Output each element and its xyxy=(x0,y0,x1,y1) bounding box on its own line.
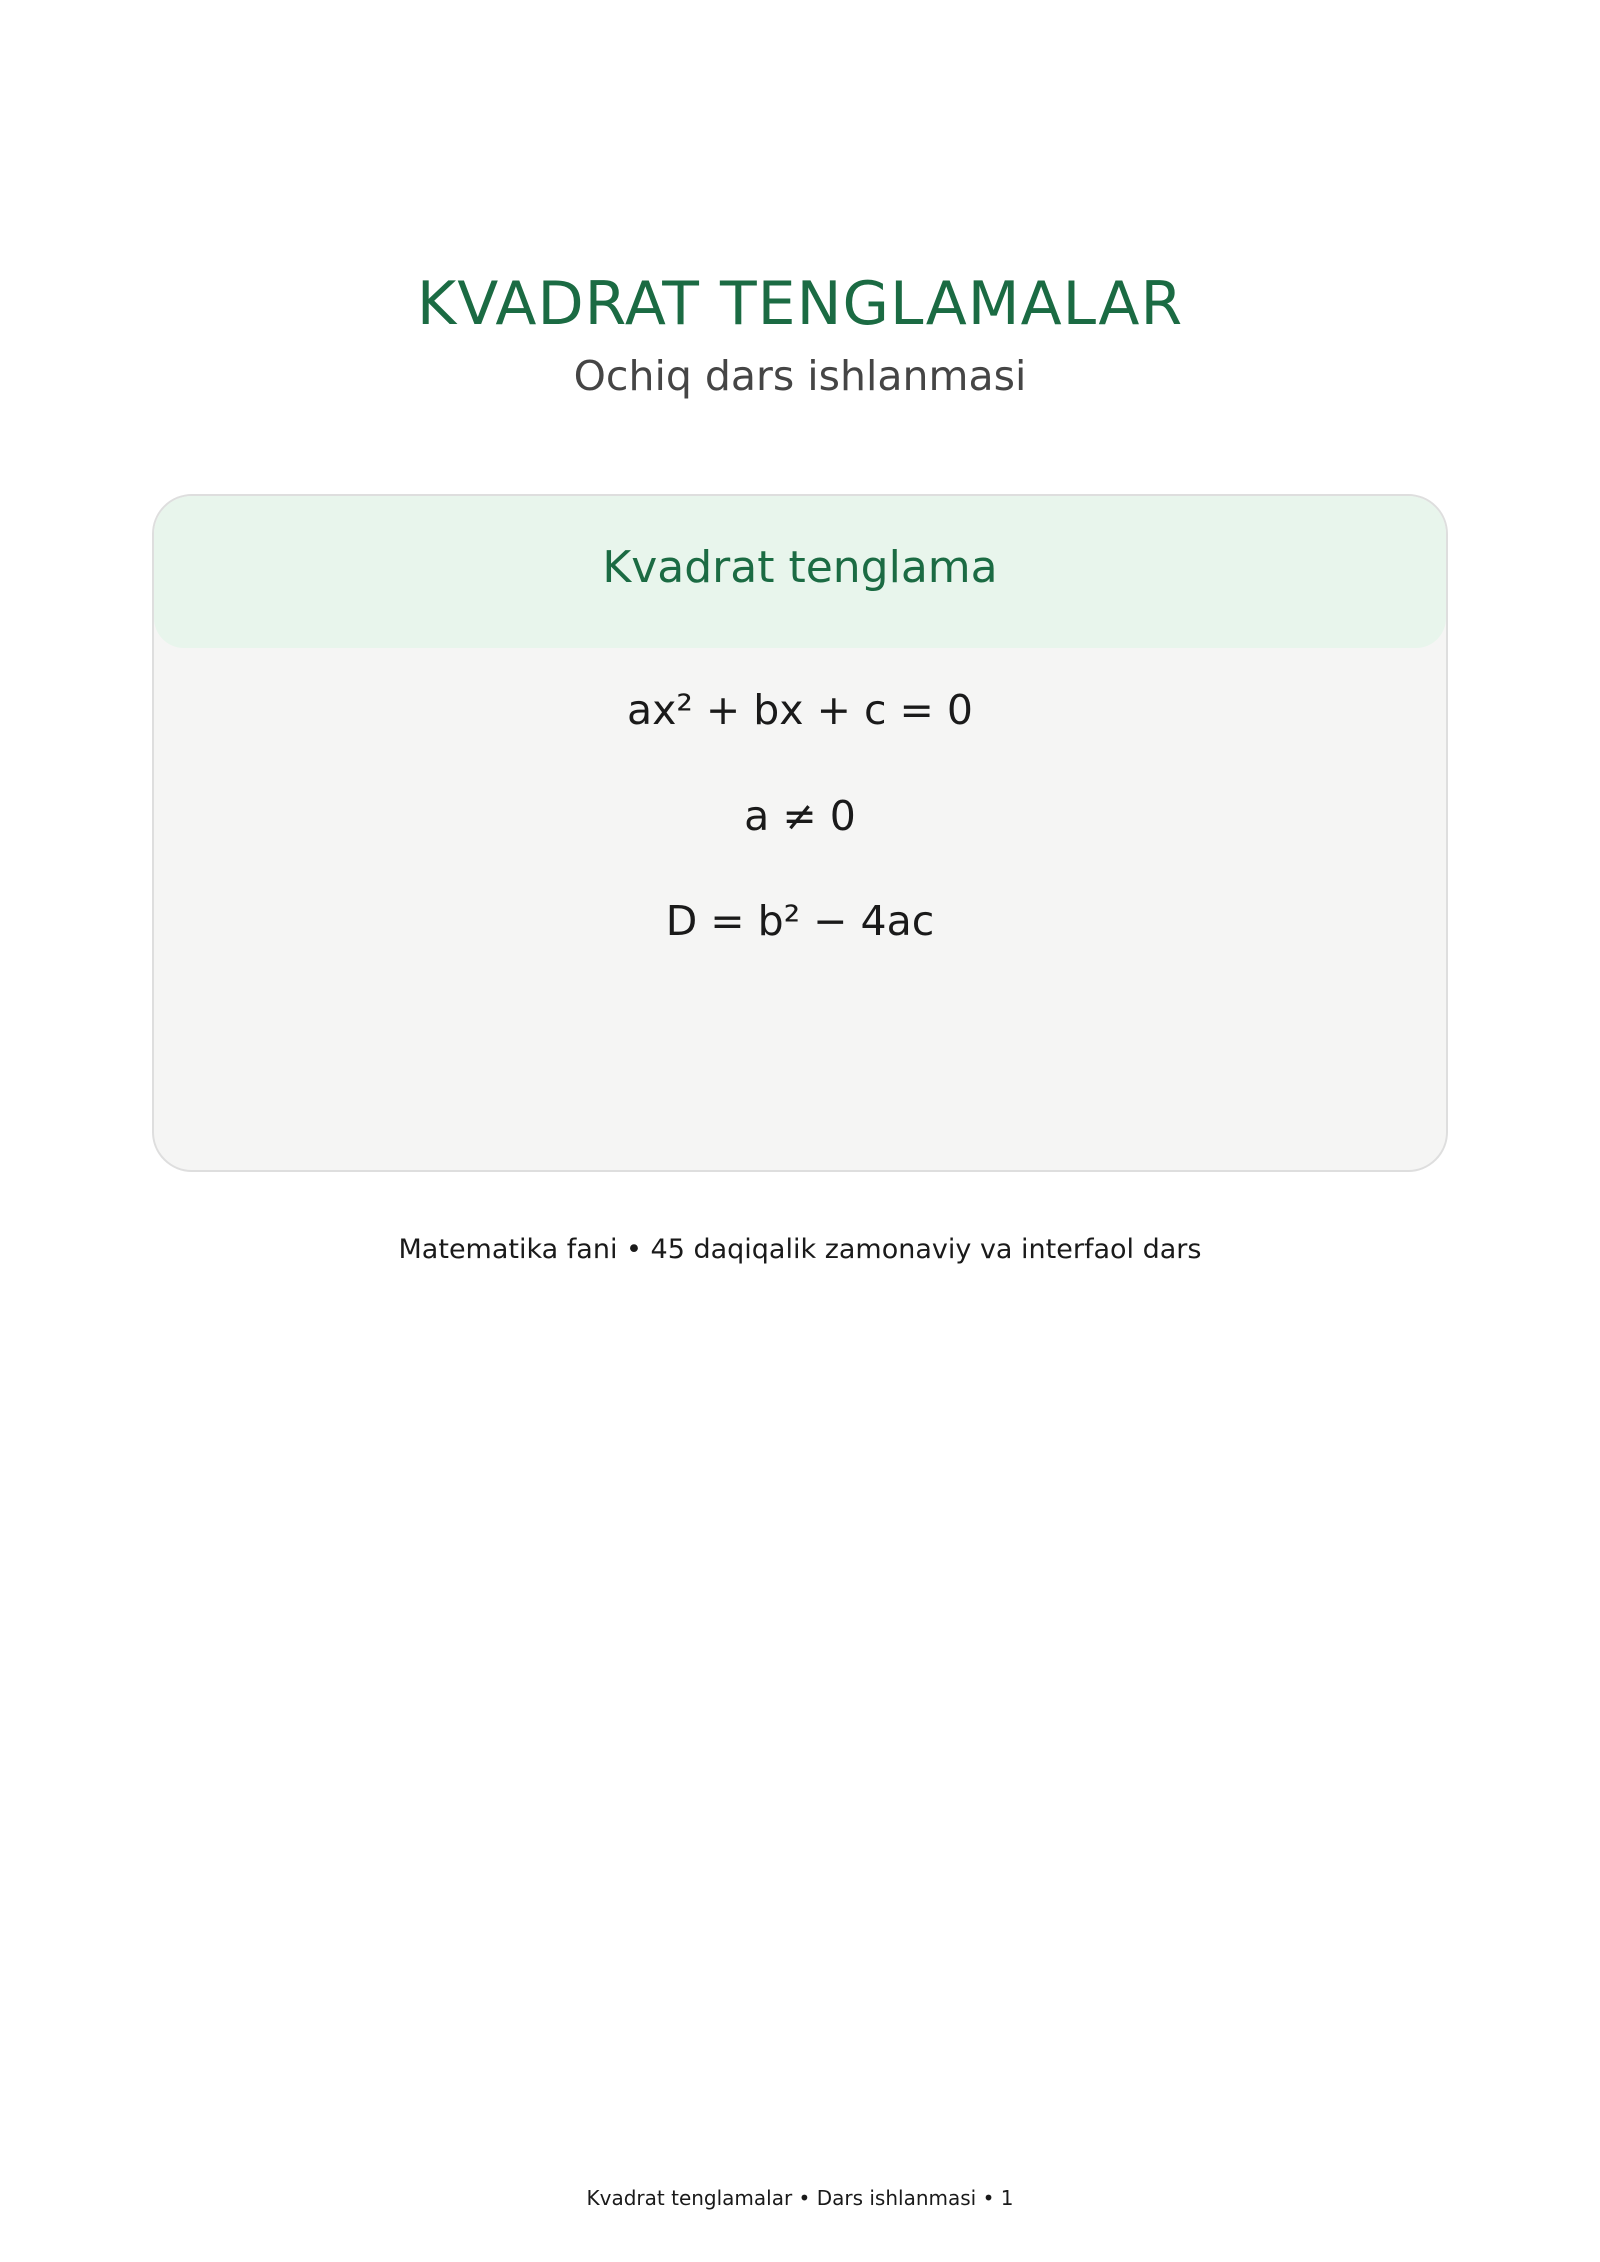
page-title: KVADRAT TENGLAMALAR xyxy=(416,269,1184,339)
lesson-caption: Matematika fani • 45 daqiqalik zamonaviy va interfaol dars xyxy=(398,1234,1202,1265)
page-footer: Kvadrat tenglamalar • Dars ishlanmasi • 1 xyxy=(586,2186,1014,2210)
page-subtitle: Ochiq dars ishlanmasi xyxy=(573,352,1027,400)
discriminant-formula: D = b² − 4ac xyxy=(665,897,935,945)
quadratic-equation-formula: ax² + bx + c = 0 xyxy=(627,686,973,734)
formula-card xyxy=(152,494,1448,1172)
coefficient-condition-formula: a ≠ 0 xyxy=(744,792,856,840)
card-header xyxy=(154,496,1446,648)
card-title: Kvadrat tenglama xyxy=(602,542,998,593)
